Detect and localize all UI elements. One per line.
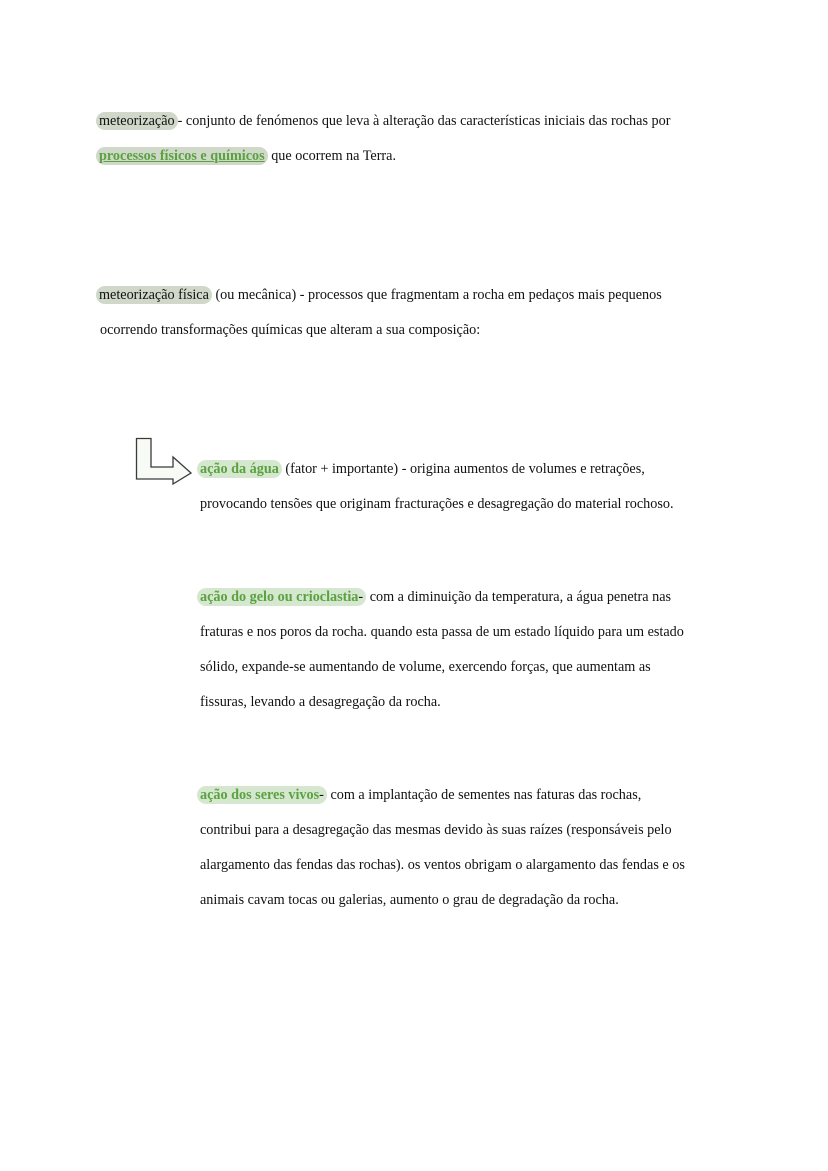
item-text: animais cavam tocas ou galerias, aumento o grau de degradação da rocha.: [200, 892, 619, 908]
term-text: ação do gelo ou crioclastia: [200, 589, 359, 605]
definition-fisica-line2: [100, 320, 480, 340]
item-text: com a diminuição da temperatura, a água penetra nas: [366, 589, 672, 605]
item-agua-line2: [200, 494, 674, 514]
highlighted-processos: processos físicos e químicos: [96, 147, 268, 165]
highlighted-term-meteorizacao: meteorização: [96, 112, 178, 130]
item-text: provocando tensões que originam fracturações e desagregação do material rochoso.: [200, 496, 674, 512]
term-text: ação dos seres vivos: [200, 787, 320, 803]
item-text: contribui para a desagregação das mesmas devido às suas raízes (responsáveis pelo: [200, 822, 672, 838]
item-gelo-line4: [200, 692, 441, 712]
item-text: sólido, expande-se aumentando de volume, exercendo forças, que aumentam as: [200, 659, 651, 675]
item-seres-vivos-line2: [200, 820, 672, 840]
item-text: fissuras, levando a desagregação da rocha.: [200, 694, 441, 710]
item-text: alargamento das fendas das rochas). os ventos obrigam o alargamento das fendas e os: [200, 857, 685, 873]
term-dash: -: [319, 787, 324, 803]
highlighted-term-gelo: [197, 588, 366, 606]
item-text: (fator + importante) - origina aumentos de volumes e retrações,: [281, 461, 645, 477]
bent-arrow-right-icon: [135, 437, 193, 487]
item-text: com a implantação de sementes nas faturas das rochas,: [326, 787, 642, 803]
definition-text: ocorrendo transformações químicas que alteram a sua composição:: [100, 322, 481, 338]
highlighted-term-meteorizacao-fisica: meteorização física: [96, 286, 212, 304]
item-agua-line1: [197, 459, 645, 479]
highlighted-term-seres-vivos: [197, 786, 327, 804]
item-seres-vivos-line1: [197, 785, 641, 805]
definition-text: - conjunto de fenómenos que leva à alteração das características iniciais das rochas por: [177, 113, 671, 129]
definition-text: (ou mecânica) - processos que fragmentam a rocha em pedaços mais pequenos: [211, 287, 662, 303]
item-text: fraturas e nos poros da rocha. quando esta passa de um estado líquido para um estado: [200, 624, 684, 640]
definition-meteorizacao-line1: [96, 111, 670, 131]
highlighted-term-agua: ação da água: [197, 460, 282, 478]
definition-meteorizacao-line2: [96, 146, 396, 166]
term-dash: -: [358, 589, 364, 605]
definition-fisica-line1: [96, 285, 662, 305]
item-gelo-line3: [200, 657, 651, 677]
item-gelo-line2: [200, 622, 684, 642]
item-seres-vivos-line3: [200, 855, 685, 875]
item-gelo-line1: [197, 587, 671, 607]
definition-text: que ocorrem na Terra.: [267, 148, 396, 164]
item-seres-vivos-line4: [200, 890, 619, 910]
